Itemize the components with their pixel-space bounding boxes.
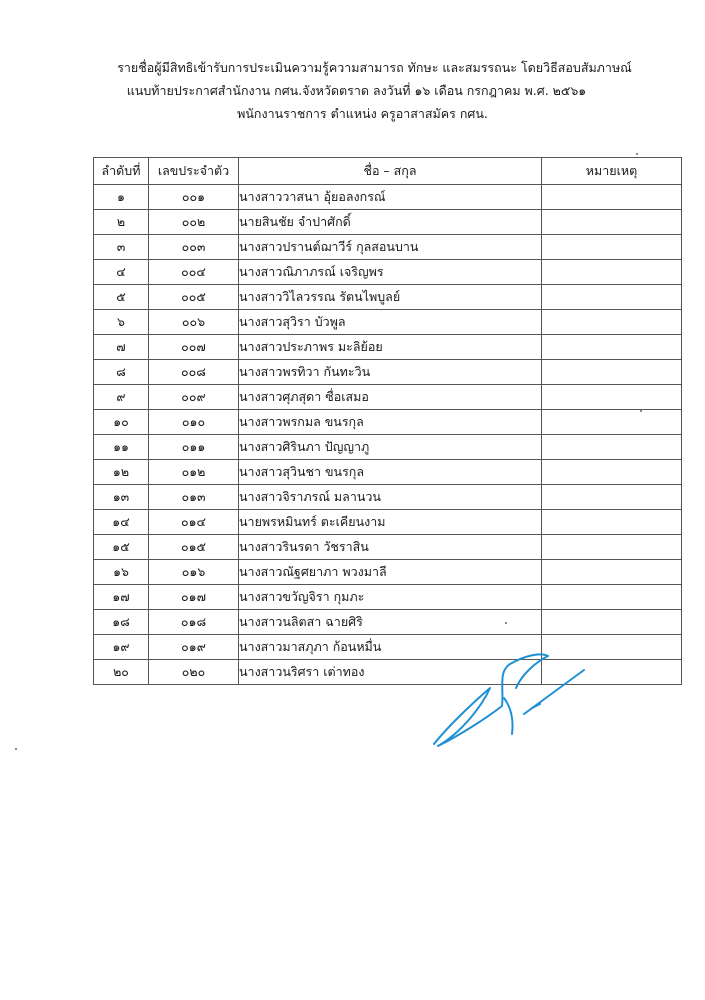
row-remark-cell — [542, 385, 682, 410]
row-id-cell: ๐๐๒ — [149, 210, 239, 235]
table-row — [94, 285, 682, 310]
row-id-cell: ๐๒๐ — [149, 660, 239, 685]
row-order-cell: ๑๘ — [94, 610, 149, 635]
row-id-cell: ๐๑๘ — [149, 610, 239, 635]
row-remark-cell — [542, 610, 682, 635]
row-remark-cell — [542, 260, 682, 285]
row-id-cell: ๐๐๖ — [149, 310, 239, 335]
row-order-cell: ๗ — [94, 335, 149, 360]
row-name-cell: นางสาวประภาพร มะลิย้อย — [239, 335, 542, 360]
row-id-cell: ๐๐๑ — [149, 185, 239, 210]
scan-speck — [505, 622, 507, 624]
row-name-cell: นางสาวพรทิวา กันทะวิน — [239, 360, 542, 385]
row-id-cell: ๐๐๙ — [149, 385, 239, 410]
table-row — [94, 535, 682, 560]
row-order-cell: ๒๐ — [94, 660, 149, 685]
column-header-id: เลขประจำตัว — [149, 158, 239, 185]
table-row — [94, 335, 682, 360]
row-name-cell: นายพรหมินทร์ ตะเคียนงาม — [239, 510, 542, 535]
row-id-cell: ๐๐๕ — [149, 285, 239, 310]
table-row — [94, 235, 682, 260]
row-name-cell: นางสาวนริศรา เต่าทอง — [239, 660, 542, 685]
row-remark-cell — [542, 560, 682, 585]
column-header-name: ชื่อ – สกุล — [239, 158, 542, 185]
row-remark-cell — [542, 535, 682, 560]
row-remark-cell — [542, 335, 682, 360]
row-order-cell: ๑๑ — [94, 435, 149, 460]
row-id-cell: ๐๑๐ — [149, 410, 239, 435]
row-remark-cell — [542, 435, 682, 460]
row-id-cell: ๐๐๘ — [149, 360, 239, 385]
row-remark-cell — [542, 185, 682, 210]
row-remark-cell — [542, 585, 682, 610]
row-name-cell: นางสาววาสนา อุ้ยอลงกรณ์ — [239, 185, 542, 210]
header-position: พนักงานราชการ ตำแหน่ง ครูอาสาสมัคร กศน. — [237, 106, 488, 121]
row-name-cell: นางสาวสุวิรา บัวพูล — [239, 310, 542, 335]
header-announcement: แนบท้ายประกาศสำนักงาน กศน.จังหวัดตราด ลงวันที่ ๑๖ เดือน กรกฎาคม พ.ศ. ๒๕๖๑ — [126, 83, 587, 98]
row-id-cell: ๐๑๓ — [149, 485, 239, 510]
row-order-cell: ๑๕ — [94, 535, 149, 560]
row-id-cell: ๐๑๗ — [149, 585, 239, 610]
row-name-cell: นางสาวพรกมล ขนรกุล — [239, 410, 542, 435]
row-remark-cell — [542, 310, 682, 335]
row-name-cell: นางสาวสุวินชา ขนรกุล — [239, 460, 542, 485]
row-name-cell: นางสาวจิราภรณ์ มลานวน — [239, 485, 542, 510]
table-header-row — [94, 158, 682, 185]
row-remark-cell — [542, 235, 682, 260]
row-id-cell: ๐๑๑ — [149, 435, 239, 460]
row-order-cell: ๑๔ — [94, 510, 149, 535]
row-id-cell: ๐๑๔ — [149, 510, 239, 535]
scan-speck — [15, 748, 17, 750]
row-remark-cell — [542, 485, 682, 510]
column-header-remark: หมายเหตุ — [542, 158, 682, 185]
row-id-cell: ๐๑๒ — [149, 460, 239, 485]
row-name-cell: นางสาวรินรดา วัชราสิน — [239, 535, 542, 560]
row-name-cell: นางสาวขวัญจิรา กุมภะ — [239, 585, 542, 610]
row-remark-cell — [542, 460, 682, 485]
table-row — [94, 410, 682, 435]
column-header-order: ลำดับที่ — [94, 158, 149, 185]
row-remark-cell — [542, 510, 682, 535]
scan-speck — [640, 410, 642, 412]
row-id-cell: ๐๑๙ — [149, 635, 239, 660]
row-name-cell: นายสินชัย จำปาศักดิ์ — [239, 210, 542, 235]
row-order-cell: ๑๖ — [94, 560, 149, 585]
table-row — [94, 310, 682, 335]
signature — [428, 648, 598, 753]
table-row — [94, 185, 682, 210]
table-row — [94, 385, 682, 410]
table-row — [94, 360, 682, 385]
table-row — [94, 260, 682, 285]
table-row — [94, 510, 682, 535]
table-row — [94, 485, 682, 510]
header-title: รายชื่อผู้มีสิทธิเข้ารับการประเมินความรู้ความสามารถ ทักษะ และสมรรถนะ โดยวิธีสอบสัมภาษณ์ — [117, 60, 632, 75]
row-id-cell: ๐๑๖ — [149, 560, 239, 585]
row-id-cell: ๐๐๔ — [149, 260, 239, 285]
row-name-cell: นางสาวมาสภุภา ก้อนหมื่น — [239, 635, 542, 660]
table-row — [94, 585, 682, 610]
row-remark-cell — [542, 360, 682, 385]
scan-speck — [636, 153, 638, 155]
row-order-cell: ๕ — [94, 285, 149, 310]
row-order-cell: ๒ — [94, 210, 149, 235]
table-row — [94, 610, 682, 635]
document-header — [0, 56, 705, 125]
row-order-cell: ๖ — [94, 310, 149, 335]
table-row — [94, 210, 682, 235]
row-remark-cell — [542, 410, 682, 435]
row-order-cell: ๘ — [94, 360, 149, 385]
row-id-cell: ๐๐๓ — [149, 235, 239, 260]
table-row — [94, 460, 682, 485]
row-id-cell: ๐๐๗ — [149, 335, 239, 360]
row-remark-cell — [542, 210, 682, 235]
row-remark-cell — [542, 285, 682, 310]
row-order-cell: ๑๒ — [94, 460, 149, 485]
row-name-cell: นางสาวศิรินภา ปัญญาภู — [239, 435, 542, 460]
row-order-cell: ๑ — [94, 185, 149, 210]
row-order-cell: ๑๙ — [94, 635, 149, 660]
table-body — [94, 185, 682, 685]
table-row — [94, 435, 682, 460]
row-order-cell: ๙ — [94, 385, 149, 410]
row-order-cell: ๑๓ — [94, 485, 149, 510]
row-order-cell: ๑๐ — [94, 410, 149, 435]
row-order-cell: ๑๗ — [94, 585, 149, 610]
row-order-cell: ๔ — [94, 260, 149, 285]
candidate-table — [93, 157, 682, 685]
row-name-cell: นางสาวปรานต์ฌาวีร์ กุลสอนบาน — [239, 235, 542, 260]
row-id-cell: ๐๑๕ — [149, 535, 239, 560]
row-name-cell: นางสาววิไลวรรณ รัตนไพบูลย์ — [239, 285, 542, 310]
row-name-cell: นางสาวณัฐศยาภา พวงมาลี — [239, 560, 542, 585]
row-order-cell: ๓ — [94, 235, 149, 260]
row-name-cell: นางสาวนลิตสา ฉายศิริ — [239, 610, 542, 635]
row-name-cell: นางสาวณิภาภรณ์ เจริญพร — [239, 260, 542, 285]
row-name-cell: นางสาวศุภสุดา ซื่อเสมอ — [239, 385, 542, 410]
table-row — [94, 560, 682, 585]
